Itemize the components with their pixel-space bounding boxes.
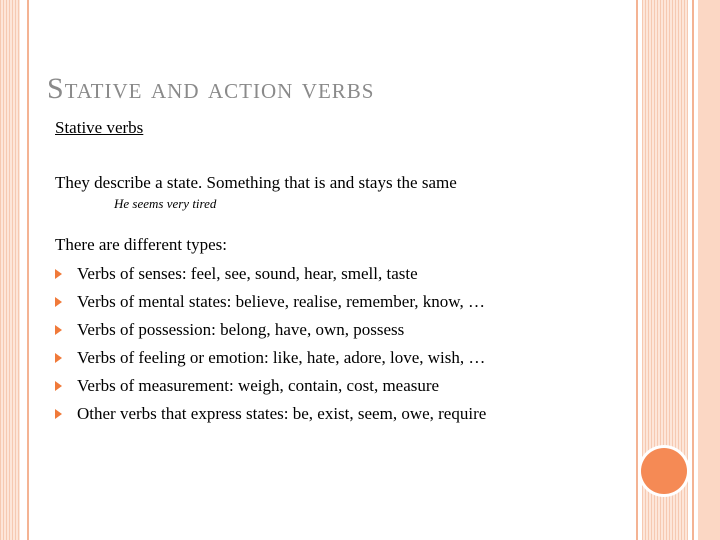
triangle-bullet-icon — [55, 353, 62, 363]
list-item — [55, 344, 625, 372]
list-item — [55, 260, 625, 288]
list-item — [55, 288, 625, 316]
list-item-text: Other verbs that express states: be, exist, seem, owe, require — [77, 404, 487, 423]
list-item — [55, 316, 625, 344]
types-list — [55, 260, 625, 428]
definition-text: They describe a state. Something that is and stays the same — [55, 173, 457, 192]
list-item-text: Verbs of senses: feel, see, sound, hear, smell, taste — [77, 264, 418, 283]
triangle-bullet-icon — [55, 297, 62, 307]
subheading-stative-verbs: Stative verbs — [55, 118, 144, 137]
types-intro: There are different types: — [55, 235, 227, 254]
example-sentence: He seems very tired — [114, 196, 217, 211]
triangle-bullet-icon — [55, 409, 62, 419]
list-item-text: Verbs of mental states: believe, realise, remember, know, … — [77, 292, 485, 311]
right-divider-line-outer — [692, 0, 694, 540]
list-item-text: Verbs of measurement: weigh, contain, cost, measure — [77, 376, 440, 395]
triangle-bullet-icon — [55, 325, 62, 335]
list-item-text: Verbs of possession: belong, have, own, possess — [77, 320, 405, 339]
slide-content — [55, 116, 625, 428]
list-item-text: Verbs of feeling or emotion: like, hate, adore, love, wish, … — [77, 348, 486, 367]
right-decorative-band — [698, 0, 720, 540]
left-divider-line — [27, 0, 29, 540]
slide-title: Stative and action verbs — [47, 72, 375, 105]
triangle-bullet-icon — [55, 381, 62, 391]
list-item — [55, 372, 625, 400]
decorative-circle — [641, 448, 687, 494]
list-item — [55, 400, 625, 428]
left-decorative-stripe — [0, 0, 20, 540]
right-divider-line — [636, 0, 638, 540]
triangle-bullet-icon — [55, 269, 62, 279]
